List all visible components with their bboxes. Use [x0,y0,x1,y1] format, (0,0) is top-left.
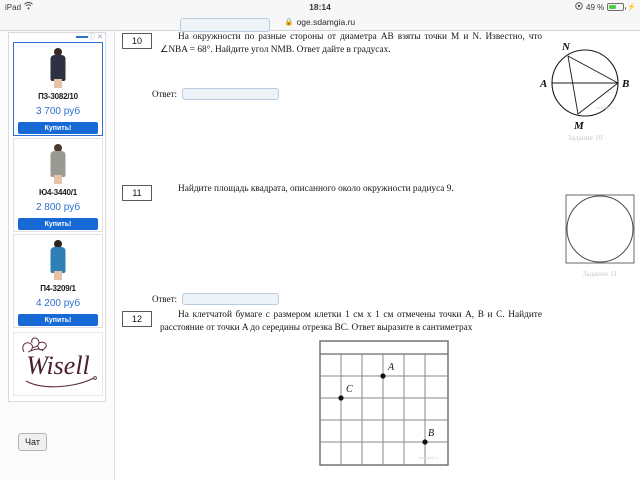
ad-controls [88,33,105,42]
ad-accent-bar [76,36,88,38]
info-icon[interactable]: ⓘ [88,34,96,41]
product-code: Ю4-3440/1 [38,188,78,197]
figure-task-10 [530,33,640,148]
point-label-A: A [388,362,395,373]
task-statement: На клетчатой бумаге с размером клетки 1 см х 1 см отмечены точки A, B и C. Найдите расстояние от точки A до середины отрезка BC. Ответ выразите в сантиметрах [160,310,542,333]
task-statement: Найдите площадь квадрата, описанного около окружности радиуса 9. [178,184,454,194]
point-C [338,395,343,400]
lock-icon: 🔒 [284,19,294,26]
ios-status-bar [0,0,640,14]
task-number[interactable]: 11 [122,185,152,201]
figure-task-11 [560,191,640,286]
main-content [122,31,640,480]
product-image [14,45,102,89]
point-label-C: C [346,384,353,395]
svg-text:sdamgia.ru: sdamgia.ru [418,455,438,460]
status-bar-right [575,2,636,12]
browser-address-bar[interactable] [0,14,640,31]
web-page [0,31,640,480]
svg-text:sdamgia.ru: sdamgia.ru [596,105,616,110]
svg-text:Wisell: Wisell [26,351,90,380]
ad-frame [8,32,106,447]
status-bar-time: 18:14 [309,2,331,12]
answer-row [152,293,279,305]
figure-task-12 [318,339,456,471]
product-code: П3-3082/10 [38,92,78,101]
previous-answer-input[interactable] [180,18,270,32]
point-label-A: A [540,78,548,90]
buy-button[interactable]: Купить! [18,122,98,134]
location-icon [575,2,583,12]
point-B [422,439,427,444]
point-label-N: N [562,41,570,53]
brand-logo[interactable] [13,332,103,396]
figure-caption: Задание 10 [567,133,603,142]
buy-button[interactable]: Купить! [18,314,98,326]
point-label-B: B [622,78,630,90]
answer-input[interactable] [182,88,279,100]
point-label-B: B [428,428,435,439]
ad-product-card[interactable] [13,138,103,232]
ad-product-card[interactable] [13,234,103,328]
task-statement: На окружности по разные стороны от диаметра AB взяты точки M и N. Известно, что ∠NBA = 68°. Найдите угол NMB. Ответ дайте в градусах. [160,32,542,55]
ad-product-card[interactable] [13,42,103,136]
product-price: 3 700 руб [35,106,81,117]
product-image [14,141,102,185]
sidebar-divider [114,31,115,480]
product-image [14,237,102,281]
answer-input[interactable] [182,293,279,305]
wisell-logo-icon [14,334,102,394]
answer-label: Ответ: [152,294,178,304]
charging-bolt-icon: ⚡ [627,4,636,11]
answer-label: Ответ: [152,89,178,99]
ad-sidebar [0,31,113,480]
chat-button[interactable]: Чат [18,433,47,451]
buy-button[interactable]: Купить! [18,218,98,230]
task-number[interactable]: 12 [122,311,152,327]
battery-percent: 49 % [586,2,605,12]
product-price: 4 200 руб [35,298,81,309]
url-text: oge.sdamgia.ru [296,17,356,27]
product-price: 2 800 руб [35,202,81,213]
point-A [380,373,385,378]
battery-icon [607,3,624,11]
product-code: П4-3209/1 [40,284,76,293]
point-label-M: M [574,120,584,132]
task-number[interactable]: 10 [122,33,152,49]
figure-caption: Задание 11 [582,269,618,278]
device-label: iPad [5,2,22,12]
answer-row [152,88,279,100]
close-icon[interactable]: ✕ [97,34,103,41]
